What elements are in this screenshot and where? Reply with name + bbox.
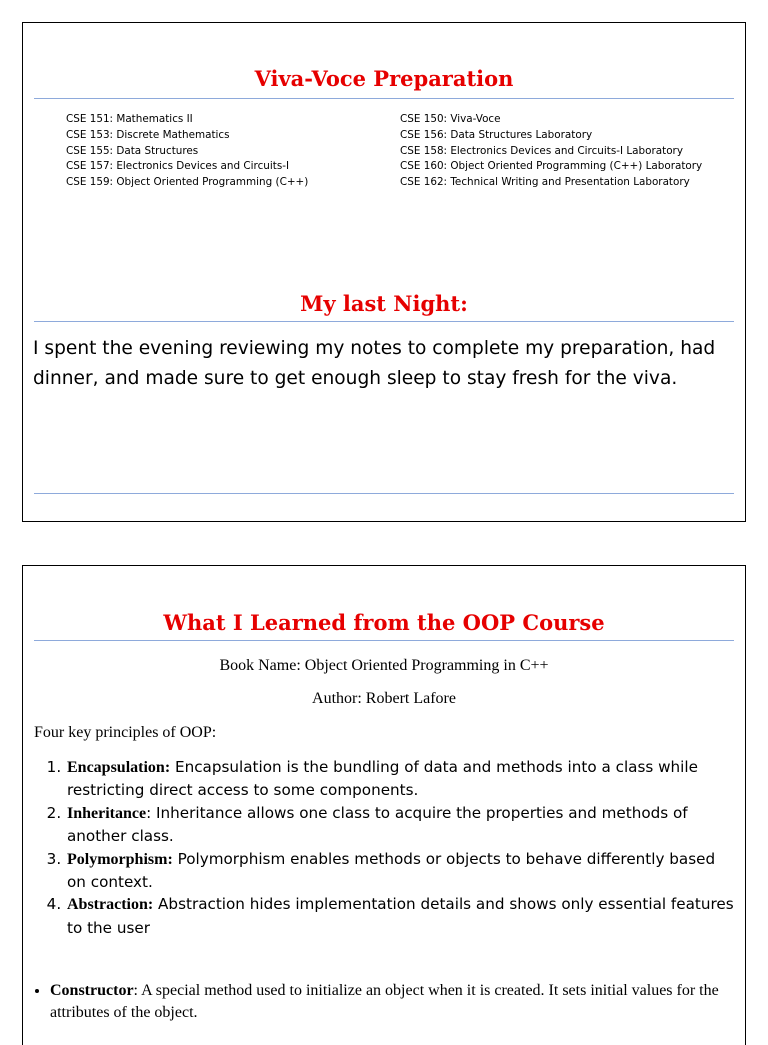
principle-item: [66, 802, 735, 848]
oop-principles-list: [34, 756, 735, 939]
course-item: CSE 153: Discrete Mathematics: [66, 128, 230, 141]
principle-term: Polymorphism:: [67, 850, 173, 868]
night-description: I spent the evening reviewing my notes to complete my preparation, had dinner, and made sure to get enough sleep to stay fresh for the viva.: [33, 338, 716, 389]
course-item: CSE 150: Viva-Voce: [400, 113, 501, 125]
principle-description: Encapsulation is the bundling of data and methods into a class while restricting direct access to some components.: [67, 758, 698, 800]
principle-item: [66, 756, 735, 802]
course-item: CSE 159: Object Oriented Programming (C++): [66, 176, 309, 189]
book-name: Book Name: Object Oriented Programming in C++: [219, 657, 549, 674]
lab-course-list: [400, 112, 702, 191]
principle-item: [66, 893, 735, 939]
course-item: CSE 157: Electronics Devices and Circuits-I: [66, 160, 290, 173]
title-divider: [34, 98, 734, 99]
slide-title: Viva-Voce Preparation: [254, 66, 514, 91]
principle-term: Inheritance: [67, 804, 147, 822]
principle-term: Abstraction:: [67, 896, 154, 914]
title-divider: [34, 640, 734, 641]
principle-description: : Inheritance allows one class to acquire the properties and methods of another class.: [67, 803, 688, 846]
oop-learning-slide: [22, 565, 746, 1045]
course-item: CSE 151: Mathematics II: [66, 113, 193, 125]
principle-description: Abstraction hides implementation details and shows only essential features to the user: [67, 895, 734, 937]
course-item: CSE 160: Object Oriented Programming (C++) Laboratory: [400, 160, 703, 173]
constructor-item: [50, 980, 729, 1024]
constructor-term: Constructor: [50, 982, 134, 999]
principle-item: [66, 848, 735, 894]
course-item: CSE 156: Data Structures Laboratory: [400, 128, 593, 141]
section-divider: [34, 321, 734, 322]
principle-description: Polymorphism enables methods or objects to behave differently based on context.: [67, 849, 716, 892]
principle-term: Encapsulation:: [67, 759, 171, 776]
viva-preparation-slide: [22, 22, 746, 522]
course-item: CSE 162: Technical Writing and Presentation Laboratory: [400, 176, 690, 189]
slide-title: What I Learned from the OOP Course: [163, 610, 605, 635]
course-item: CSE 158: Electronics Devices and Circuits-I Laboratory: [400, 144, 683, 157]
constructor-list: [34, 980, 729, 1024]
author-name: Author: Robert Lafore: [312, 690, 456, 707]
constructor-description: : A special method used to initialize an object when it is created. It sets initial values for the attributes of the object.: [50, 982, 719, 1021]
principles-intro: Four key principles of OOP:: [34, 724, 217, 741]
section-title: My last Night:: [300, 291, 468, 316]
course-item: CSE 155: Data Structures: [66, 144, 199, 157]
theory-course-list: [66, 112, 308, 191]
bottom-divider: [34, 493, 734, 494]
